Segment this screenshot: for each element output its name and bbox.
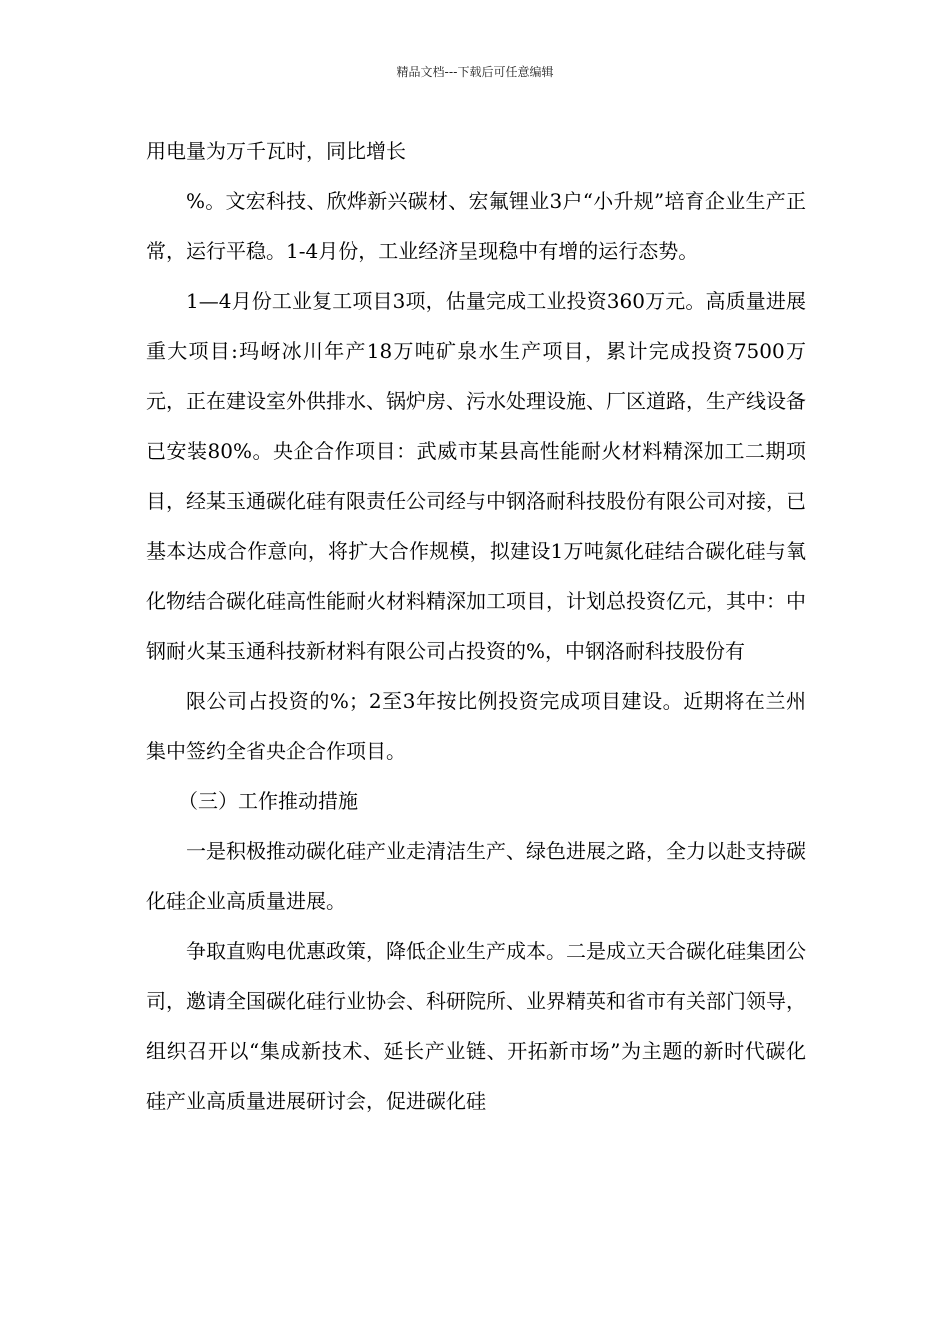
paragraph-4: 限公司占投资的%；2至3年按比例投资完成项目建设。近期将在兰州集中签约全省央企合作项目。 bbox=[146, 689, 806, 763]
section-heading: （三）工作推动措施 bbox=[178, 789, 358, 813]
paragraph-3: 1—4月份工业复工项目3项，估量完成工业投资360万元。高质量进展重大项目:玛岈冰川年产18万吨矿泉水生产项目，累计完成投资7500万元，正在建设室外供排水、锅炉房、污水处理设施、厂区道路，生产线设备已安装80%。央企合作项目：武威市某县高性能耐火材料精深加工二期项目，经某玉通碳化硅有限责任公司经与中钢洛耐科技股份有限公司对接，已基本达成合作意向，将扩大合作规模，拟建设1万吨氮化硅结合碳化硅与氧化物结合碳化硅高性能耐火材料精深加工项目，计划总投资亿元，其中：中钢耐火某玉通科技新材料有限公司占投资的%，中钢洛耐科技股份有 bbox=[146, 289, 806, 663]
paragraph-6: 争取直购电优惠政策，降低企业生产成本。二是成立天合碳化硅集团公司，邀请全国碳化硅行业协会、科研院所、业界精英和省市有关部门领导，组织召开以“集成新技术、延长产业链、开拓新市场”为主题的新时代碳化硅产业高质量进展研讨会，促进碳化硅 bbox=[146, 939, 806, 1113]
paragraph-2: %。文宏科技、欣烨新兴碳材、宏氟锂业3户“小升规”培育企业生产正常，运行平稳。1-4月份，工业经济呈现稳中有增的运行态势。 bbox=[146, 189, 806, 263]
document-body bbox=[146, 126, 806, 1126]
page-header: 精品文档---下载后可任意编辑 bbox=[396, 65, 554, 79]
paragraph-1: 用电量为万千瓦时，同比增长 bbox=[146, 139, 406, 163]
paragraph-5: 一是积极推动碳化硅产业走清洁生产、绿色进展之路，全力以赴支持碳化硅企业高质量进展。 bbox=[146, 839, 806, 913]
